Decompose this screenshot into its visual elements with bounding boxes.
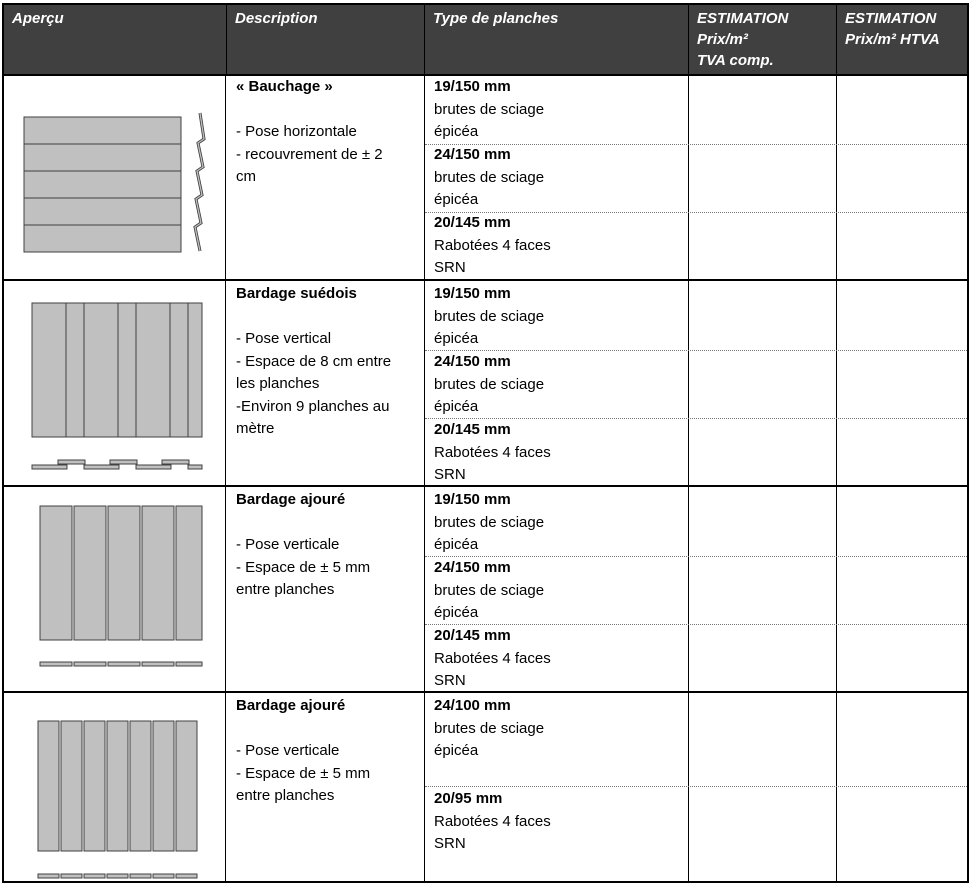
- board-dimension: 19/150 mm: [434, 491, 511, 508]
- header-apercu: Aperçu: [12, 10, 64, 27]
- section-description: [236, 489, 426, 602]
- board-wood: SRN: [434, 672, 466, 689]
- desc-line: cm: [236, 168, 256, 185]
- board-wood: épicéa: [434, 191, 479, 208]
- header-est-tva-line2: Prix/m²: [697, 31, 748, 48]
- board-wood: épicéa: [434, 123, 479, 140]
- board-type: [434, 557, 684, 625]
- preview-open-cladding: [18, 500, 218, 675]
- preview-horizontal-boards: [18, 105, 218, 257]
- board-finish: brutes de sciage: [434, 100, 545, 118]
- board-dimension: 24/150 mm: [434, 559, 511, 576]
- row-divider: [425, 786, 967, 787]
- desc-line: - recouvrement de ± 2: [236, 145, 383, 163]
- desc-line: - Pose vertical: [236, 330, 332, 347]
- board-type: [434, 695, 684, 763]
- board-dimension: 24/150 mm: [434, 353, 511, 370]
- board-wood: SRN: [434, 466, 466, 483]
- preview-narrow-open-cladding: [18, 715, 218, 883]
- board-finish: brutes de sciage: [434, 307, 545, 325]
- board-dimension: 20/95 mm: [434, 790, 503, 807]
- desc-line: - Espace de 8 cm entre: [236, 352, 392, 370]
- desc-line: - Pose verticale: [236, 536, 340, 553]
- section-title: « Bauchage »: [236, 78, 333, 95]
- section-description: [236, 283, 426, 441]
- desc-line: - Pose horizontale: [236, 123, 357, 140]
- desc-line: - Pose verticale: [236, 742, 340, 759]
- board-wood: SRN: [434, 835, 466, 852]
- header-est-tva-line3: TVA comp.: [697, 52, 774, 69]
- board-type: [434, 788, 684, 856]
- desc-line: -Environ 9 planches au: [236, 397, 390, 415]
- header-est-tva-line1: ESTIMATION: [697, 10, 789, 27]
- board-finish: brutes de sciage: [434, 581, 545, 599]
- board-wood: épicéa: [434, 742, 479, 759]
- header-estimation-htva: [836, 5, 967, 74]
- board-wood: épicéa: [434, 398, 479, 415]
- board-wood: épicéa: [434, 604, 479, 621]
- board-type: [434, 351, 684, 419]
- board-wood: épicéa: [434, 330, 479, 347]
- pricing-table: [2, 3, 969, 883]
- section-description: [236, 695, 426, 808]
- desc-line: entre planches: [236, 581, 335, 598]
- desc-line: mètre: [236, 420, 275, 437]
- table-header: [4, 5, 967, 76]
- board-finish: brutes de sciage: [434, 513, 545, 531]
- board-wood: SRN: [434, 259, 466, 276]
- desc-line: entre planches: [236, 787, 335, 804]
- col-divider: [836, 74, 837, 881]
- section-title: Bardage ajouré: [236, 491, 346, 508]
- board-dimension: 19/150 mm: [434, 285, 511, 302]
- board-dimension: 24/100 mm: [434, 697, 511, 714]
- board-dimension: 19/150 mm: [434, 78, 511, 95]
- header-type: Type de planches: [424, 5, 688, 74]
- desc-line: les planches: [236, 375, 320, 392]
- col-divider: [688, 74, 689, 881]
- board-dimension: 24/150 mm: [434, 146, 511, 163]
- board-type: [434, 489, 684, 557]
- board-finish: Rabotées 4 faces: [434, 443, 551, 461]
- header-est-htva-line1: ESTIMATION: [845, 10, 937, 27]
- board-wood: épicéa: [434, 536, 479, 553]
- section-title: Bardage ajouré: [236, 697, 346, 714]
- board-type: [434, 144, 684, 212]
- board-finish: Rabotées 4 faces: [434, 236, 551, 254]
- board-finish: Rabotées 4 faces: [434, 812, 551, 830]
- header-est-htva-line2: Prix/m² HTVA: [845, 31, 940, 48]
- section-title: Bardage suédois: [236, 285, 357, 302]
- header-estimation-tva: [688, 5, 836, 74]
- section-description: [236, 76, 426, 189]
- board-type: [434, 76, 684, 144]
- desc-line: - Espace de ± 5 mm: [236, 558, 371, 576]
- board-dimension: 20/145 mm: [434, 421, 511, 438]
- header-description: Description: [226, 5, 424, 74]
- board-dimension: 20/145 mm: [434, 627, 511, 644]
- board-finish: brutes de sciage: [434, 375, 545, 393]
- col-divider: [225, 74, 226, 881]
- board-type: [434, 212, 684, 280]
- board-dimension: 20/145 mm: [434, 214, 511, 231]
- board-finish: brutes de sciage: [434, 168, 545, 186]
- board-type: [434, 283, 684, 351]
- board-finish: Rabotées 4 faces: [434, 649, 551, 667]
- board-finish: brutes de sciage: [434, 719, 545, 737]
- board-type: [434, 625, 684, 693]
- desc-line: - Espace de ± 5 mm: [236, 764, 371, 782]
- preview-swedish-cladding: [18, 295, 218, 475]
- board-type: [434, 419, 684, 487]
